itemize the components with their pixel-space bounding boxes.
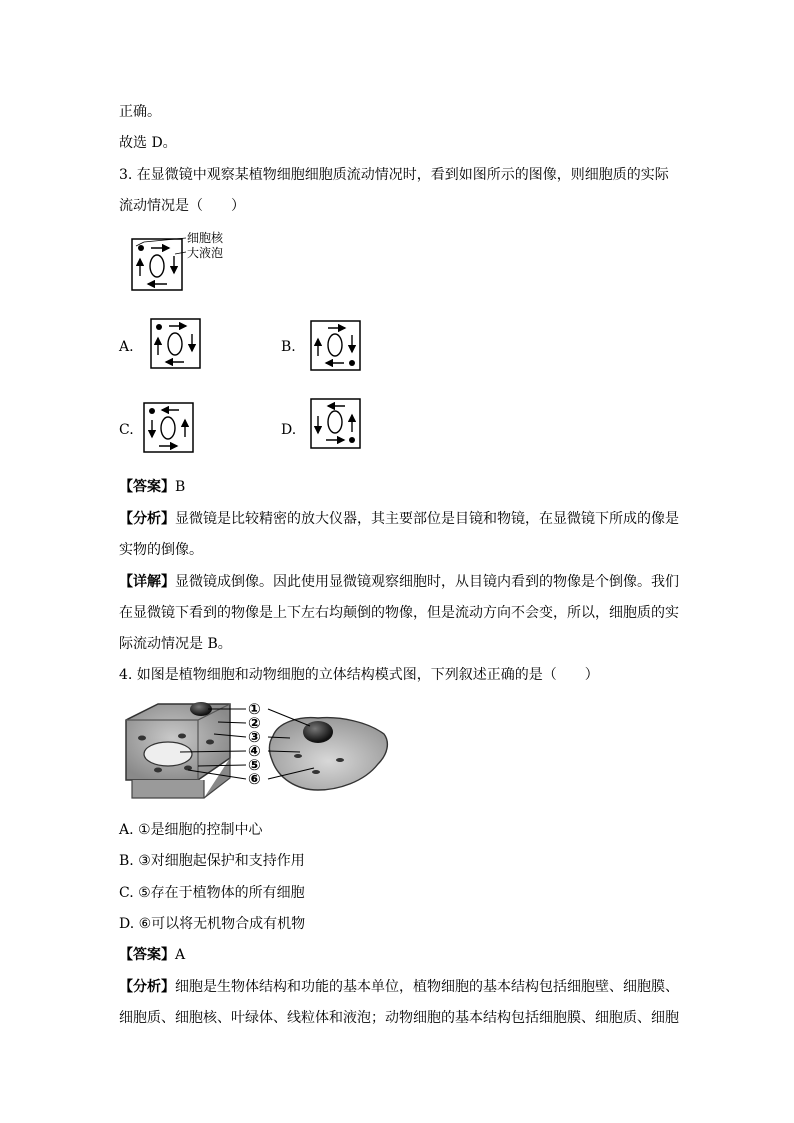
q3-stem-2: 流动情况是（ ）: [119, 198, 245, 214]
label-nucleus: 细胞核: [187, 231, 224, 245]
q3-reference-figure: [128, 228, 238, 294]
q4-option-a: A. ①是细胞的控制中心: [119, 822, 263, 838]
detail-tag: 【详解】: [119, 574, 175, 590]
marker-4: ④: [248, 742, 261, 760]
q4-option-d: D. ⑥可以将无机物合成有机物: [119, 916, 306, 932]
q3-option-d-figure: [310, 398, 362, 450]
analysis-text: 显微镜是比较精密的放大仪器，其主要部位是目镜和物镜，在显微镜下所成的像是: [175, 511, 679, 527]
analysis-tag: 【分析】: [119, 511, 175, 527]
detail-text: 显微镜成倒像。因此使用显微镜观察细胞时，从目镜内看到的物像是个倒像。我们: [175, 574, 679, 590]
q3-analysis-2: 实物的倒像。: [119, 542, 203, 558]
q4-analysis-1: [119, 977, 679, 997]
q3-detail-1: [119, 572, 679, 592]
line-l2: 故选 D。: [119, 135, 177, 151]
q3-detail-3: 际流动情况是 B。: [119, 636, 232, 652]
line-l1: 正确。: [119, 104, 161, 120]
q4-cell-figure: [118, 698, 392, 802]
marker-1: ①: [248, 700, 261, 718]
q4-option-b: B. ③对细胞起保护和支持作用: [119, 853, 305, 869]
q3-option-a-label: A.: [119, 339, 134, 355]
answer-tag: 【答案】: [119, 947, 175, 963]
q3-option-c-label: C.: [119, 422, 134, 438]
q3-option-c-figure: [143, 402, 195, 454]
analysis-tag: 【分析】: [119, 979, 175, 995]
q3-stem-1: 3. 在显微镜中观察某植物细胞细胞质流动情况时，看到如图所示的图像，则细胞质的实际: [119, 167, 669, 183]
q4-answer: [119, 945, 185, 965]
marker-5: ⑤: [248, 756, 261, 774]
q3-detail-2: 在显微镜下看到的物像是上下左右均颠倒的物像，但是流动方向不会变，所以，细胞质的实: [119, 605, 679, 621]
answer-value: A: [175, 947, 186, 963]
answer-tag: 【答案】: [119, 479, 175, 495]
q4-stem: 4. 如图是植物细胞和动物细胞的立体结构模式图，下列叙述正确的是（ ）: [119, 667, 599, 683]
q3-analysis-1: [119, 509, 679, 529]
q3-answer: [119, 477, 185, 497]
marker-2: ②: [248, 714, 261, 732]
q3-option-b-figure: [310, 320, 362, 372]
marker-3: ③: [248, 728, 261, 746]
marker-6: ⑥: [248, 770, 261, 788]
label-vacuole: 大液泡: [187, 246, 224, 260]
analysis-text: 细胞是生物体结构和功能的基本单位，植物细胞的基本结构包括细胞壁、细胞膜、: [175, 979, 679, 995]
q4-analysis-2: 细胞质、细胞核、叶绿体、线粒体和液泡；动物细胞的基本结构包括细胞膜、细胞质、细胞: [119, 1010, 679, 1026]
q4-option-c: C. ⑤存在于植物体的所有细胞: [119, 885, 305, 901]
answer-value: B: [175, 479, 186, 495]
q3-option-a-figure: [150, 318, 202, 370]
q3-option-d-label: D.: [281, 422, 297, 438]
q3-option-b-label: B.: [281, 339, 296, 355]
